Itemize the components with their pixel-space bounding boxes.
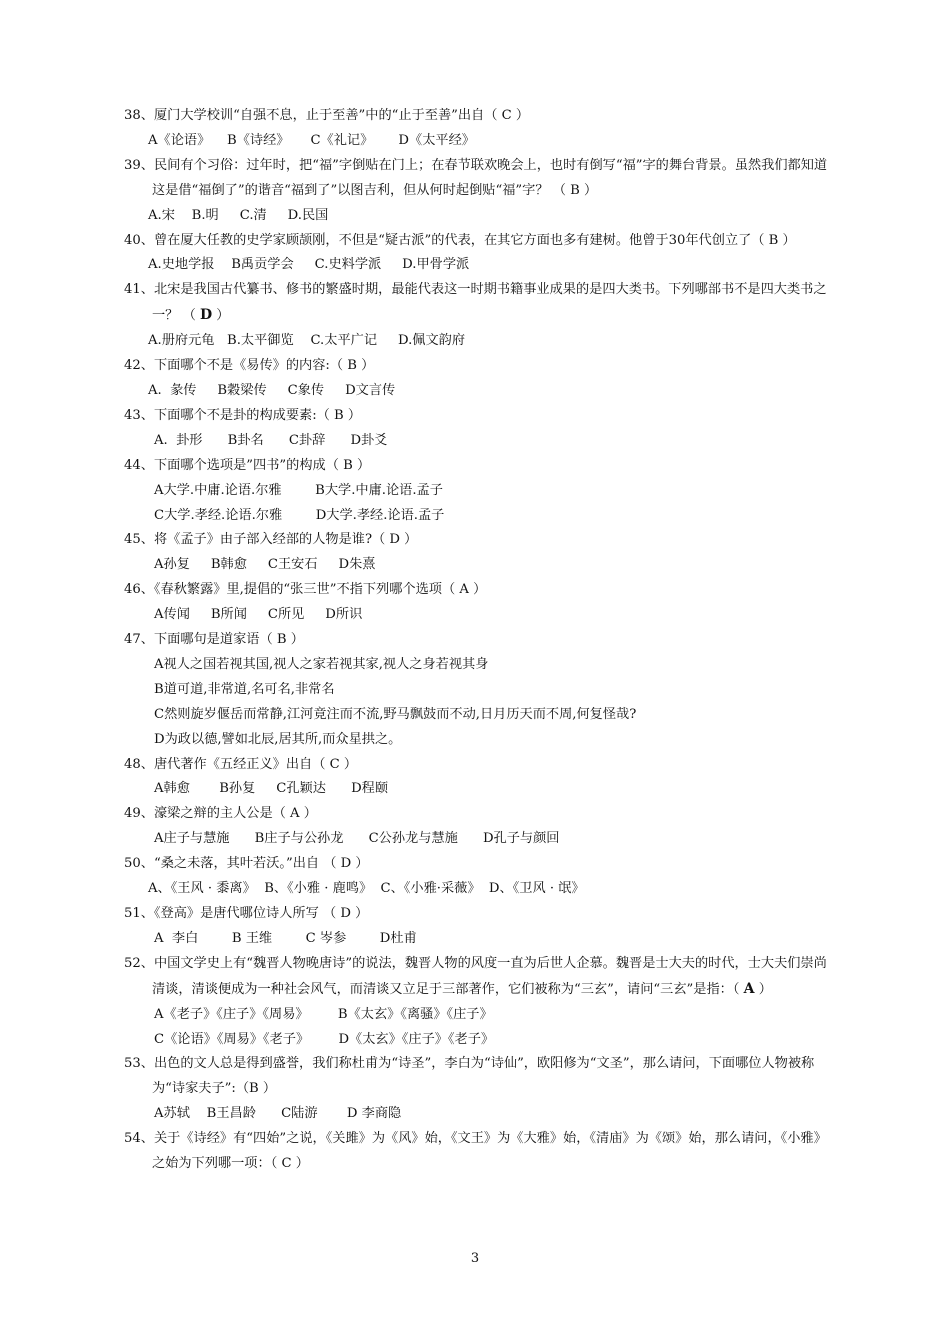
question-43: 43、下面哪个不是卦的构成要素:（ B ） [124,407,362,423]
question-52-tail: ） [754,981,772,997]
question-39: 39、民间有个习俗：过年时，把“福”字倒贴在门上；在春节联欢晚会上，也时有倒写“福”字的舞台背景。虽然我们都知道这是借“福倒了”的谐音“福到了”以图吉利，但从何时起倒贴“福”字？ （ B ） [124,157,828,198]
question-54: 54、关于《诗经》有“四始”之说，《关雎》为《风》始，《文王》为《大雅》始，《清庙》为《颂》始，那么请问，《小雅》之始为下列哪一项：（ C ） [124,1131,827,1172]
options-46: A传闻 B所闻 C所见 D所识 [154,607,363,623]
options-38: A《论语》 B《诗经》 C《礼记》 D《太平经》 [148,132,475,148]
options-52-ab: A《老子》《庄子》《周易》 B《太玄》《离骚》《庄子》 [154,1006,493,1022]
question-42: 42、下面哪个不是《易传》的内容:（ B ） [124,358,375,374]
options-52-cd: C《论语》《周易》《老子》 D《太玄》《庄子》《老子》 [154,1031,495,1047]
question-47: 47、下面哪句是道家语（ B ） [124,632,304,648]
options-45: A孙复 B韩愈 C王安石 D朱熹 [154,557,376,573]
question-38: 38、厦门大学校训“自强不息，止于至善”中的“止于至善”出自（ C ） [124,108,530,123]
options-48: A韩愈 B孙复 C孔颖达 D程颐 [154,781,389,797]
options-39: A.宋 B.明 C.清 D.民国 [148,207,329,223]
question-46: 46、《春秋繁露》里,提倡的“张三世”不指下列哪个选项（ A ） [124,582,487,598]
question-52-text: 52、中国文学史上有“魏晋人物晚唐诗”的说法，魏晋人物的风度一直为后世人企慕。魏晋是士大夫的时代，士大夫们崇尚清谈，清谈便成为一种社会风气，而清谈又立足于三部著作，它们被称为“三玄”，请问“三玄”是指：（ [124,955,827,997]
question-45: 45、将《孟子》由子部入经部的人物是谁?（ D ） [124,532,418,548]
options-53: A苏轼 B王昌龄 C陆游 D 李商隐 [154,1106,402,1122]
question-51: 51、《登高》是唐代哪位诗人所写 （ D ） [124,906,369,921]
question-52 [124,952,830,1003]
question-41-answer: D [199,307,213,324]
options-50: A、《王风 · 黍离》 B、《小雅 · 鹿鸣》 C、《小雅·采薇》 D、《卫风 · 氓》 [148,881,585,897]
options-44-ab: A大学.中庸.论语.尔雅 B大学.中庸.论语.孟子 [154,482,443,498]
options-43: A. 卦形 B卦名 C卦辞 D卦爻 [154,432,388,448]
option-47-a: A视人之国若视其国,视人之家若视其家,视人之身若视其身 [154,656,489,672]
option-47-d: D为政以德,譬如北辰,居其所,而众星拱之。 [154,731,402,747]
question-41-tail: ） [212,308,230,324]
question-44: 44、下面哪个选项是”四书”的构成（ B ） [124,457,371,473]
options-42: A. 彖传 B穀梁传 C象传 D文言传 [148,382,396,398]
options-49: A庄子与慧施 B庄子与公孙龙 C公孙龙与慧施 D孔子与颜回 [154,831,560,847]
question-48: 48、唐代著作《五经正义》出自（ C ） [124,756,358,772]
question-50: 50、“桑之未落，其叶若沃。”出自 （ D ） [124,856,369,872]
question-40: 40、曾在厦大任教的史学家顾颉刚，不但是“疑古派”的代表，在其它方面也多有建树。他曾于30年代创立了（ B ） [124,232,796,248]
option-47-b: B道可道,非常道,名可名,非常名 [154,681,335,697]
question-52-answer: A [743,980,755,997]
question-49: 49、濠梁之辩的主人公是（ A ） [124,806,317,822]
question-list [124,104,830,1177]
question-41-text: 41、北宋是我国古代纂书、修书的繁盛时期，最能代表这一时期书籍事业成果的是四大类书。下列哪部书不是四大类书之一？ （ [124,282,827,324]
page-number: 3 [470,1251,480,1266]
question-53: 53、出色的文人总是得到盛誉，我们称杜甫为“诗圣”，李白为“诗仙”，欧阳修为“文圣”，那么请问，下面哪位人物被称为“诗家夫子”:（B ） [124,1056,815,1097]
question-41 [124,278,830,329]
options-40: A.史地学报 B禹贡学会 C.史料学派 D.甲骨学派 [148,257,470,273]
options-51: A 李白 B 王维 C 岑参 D杜甫 [154,930,417,946]
options-44-cd: C大学.孝经.论语.尔雅 D大学.孝经.论语.孟子 [154,507,445,523]
option-47-c: C然则旋岁偃岳而常静,江河竟注而不流,野马飘鼓而不动,日月历天而不周,何复怪哉? [154,706,637,722]
options-41: A.册府元龟 B.太平御览 C.太平广记 D.佩文韵府 [148,333,466,349]
